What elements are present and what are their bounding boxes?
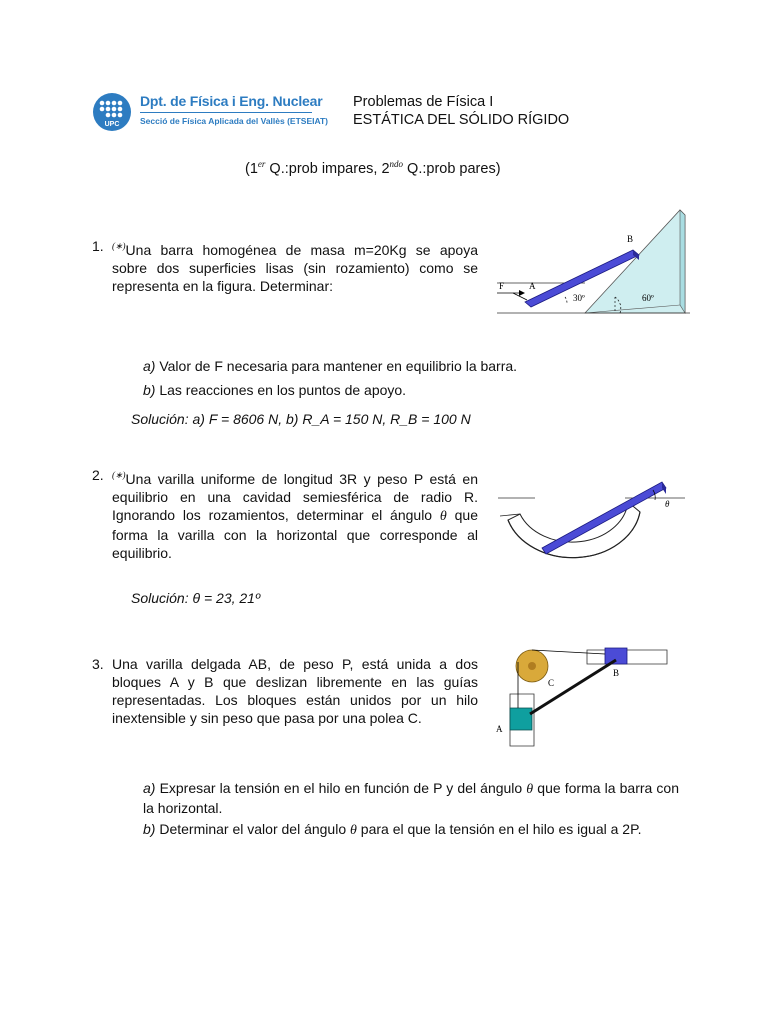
fig3-label-c: C — [548, 678, 555, 688]
fig3-label-a: A — [496, 724, 503, 734]
problem-2-figure — [490, 470, 690, 575]
upc-badge-text: UPC — [104, 121, 120, 128]
fig2-label-theta: θ — [665, 499, 670, 509]
fig3-label-b: B — [613, 668, 620, 678]
problem-2-solution: Solución: θ = 23, 21º — [131, 590, 261, 606]
logo-title: Dpt. de Física i Eng. Nuclear — [140, 93, 323, 109]
problem-3-item-a: a) Expresar la tensión en el hilo en función de P y del ángulo θ que forma la barra con la horizontal. — [143, 780, 679, 816]
problem-3-number: 3. — [92, 656, 104, 672]
upc-logo-icon — [92, 92, 132, 132]
problem-1-solution: Solución: a) F = 8606 N, b) R_A = 150 N, R_B = 100 N — [131, 411, 471, 427]
problem-1-figure — [495, 205, 690, 320]
problem-1-star: (∗) — [112, 241, 126, 251]
problem-2-number: 2. — [92, 467, 104, 483]
problem-3-figure — [492, 632, 690, 752]
upc-logo — [92, 92, 132, 132]
fig1-label-angle1: 30º — [573, 293, 585, 303]
problem-2-star: (∗) — [112, 470, 126, 480]
fig1-label-a: A — [529, 281, 536, 291]
fig1-label-angle2: 60º — [642, 293, 654, 303]
problem-2-statement: (∗)Una varilla uniforme de longitud 3R y peso P está en equilibrio en una cavidad semiesférica de radio R. Ignorando los rozamientos, determinar el ángulo θ que forma la varilla con la horizontal que corresponde al equilibrio. — [112, 470, 478, 561]
course-title: Problemas de Física I — [353, 94, 494, 110]
problem-1-item-a: a) Valor de F necesaria para mantener en equilibrio la barra. — [143, 358, 518, 374]
semester-note: (1er Q.:prob impares, $2^{ndo}$ Q.:prob pares) — [245, 159, 501, 177]
topic-title: ESTÁTICA DEL SÓLIDO RÍGIDO — [353, 112, 570, 128]
problem-3-statement: Una varilla delgada AB, de peso P, está unida a dos bloques A y B que deslizan libremente en las guías representadas. Los bloques están unidos por un hilo inextensible y sin peso que pasa por una polea C. — [112, 656, 478, 726]
problem-1-item-b: b) Las reacciones en los puntos de apoyo. — [143, 382, 407, 398]
fig1-label-f: F — [499, 281, 505, 291]
logo-divider — [140, 112, 312, 113]
logo-subtitle: Secció de Física Aplicada del Vallès (ETSEIAT) — [140, 116, 329, 126]
fig1-label-b: B — [627, 234, 634, 244]
problem-1-statement: (∗)Una barra homogénea de masa m=20Kg se apoya sobre dos superficies lisas (sin rozamiento) como se representa en la figura. Determinar: — [112, 241, 478, 294]
problem-1-number: 1. — [92, 238, 104, 254]
problem-3-item-b: b) Determinar el valor del ángulo θ para el que la tensión en el hilo es igual a 2P. — [143, 821, 642, 838]
